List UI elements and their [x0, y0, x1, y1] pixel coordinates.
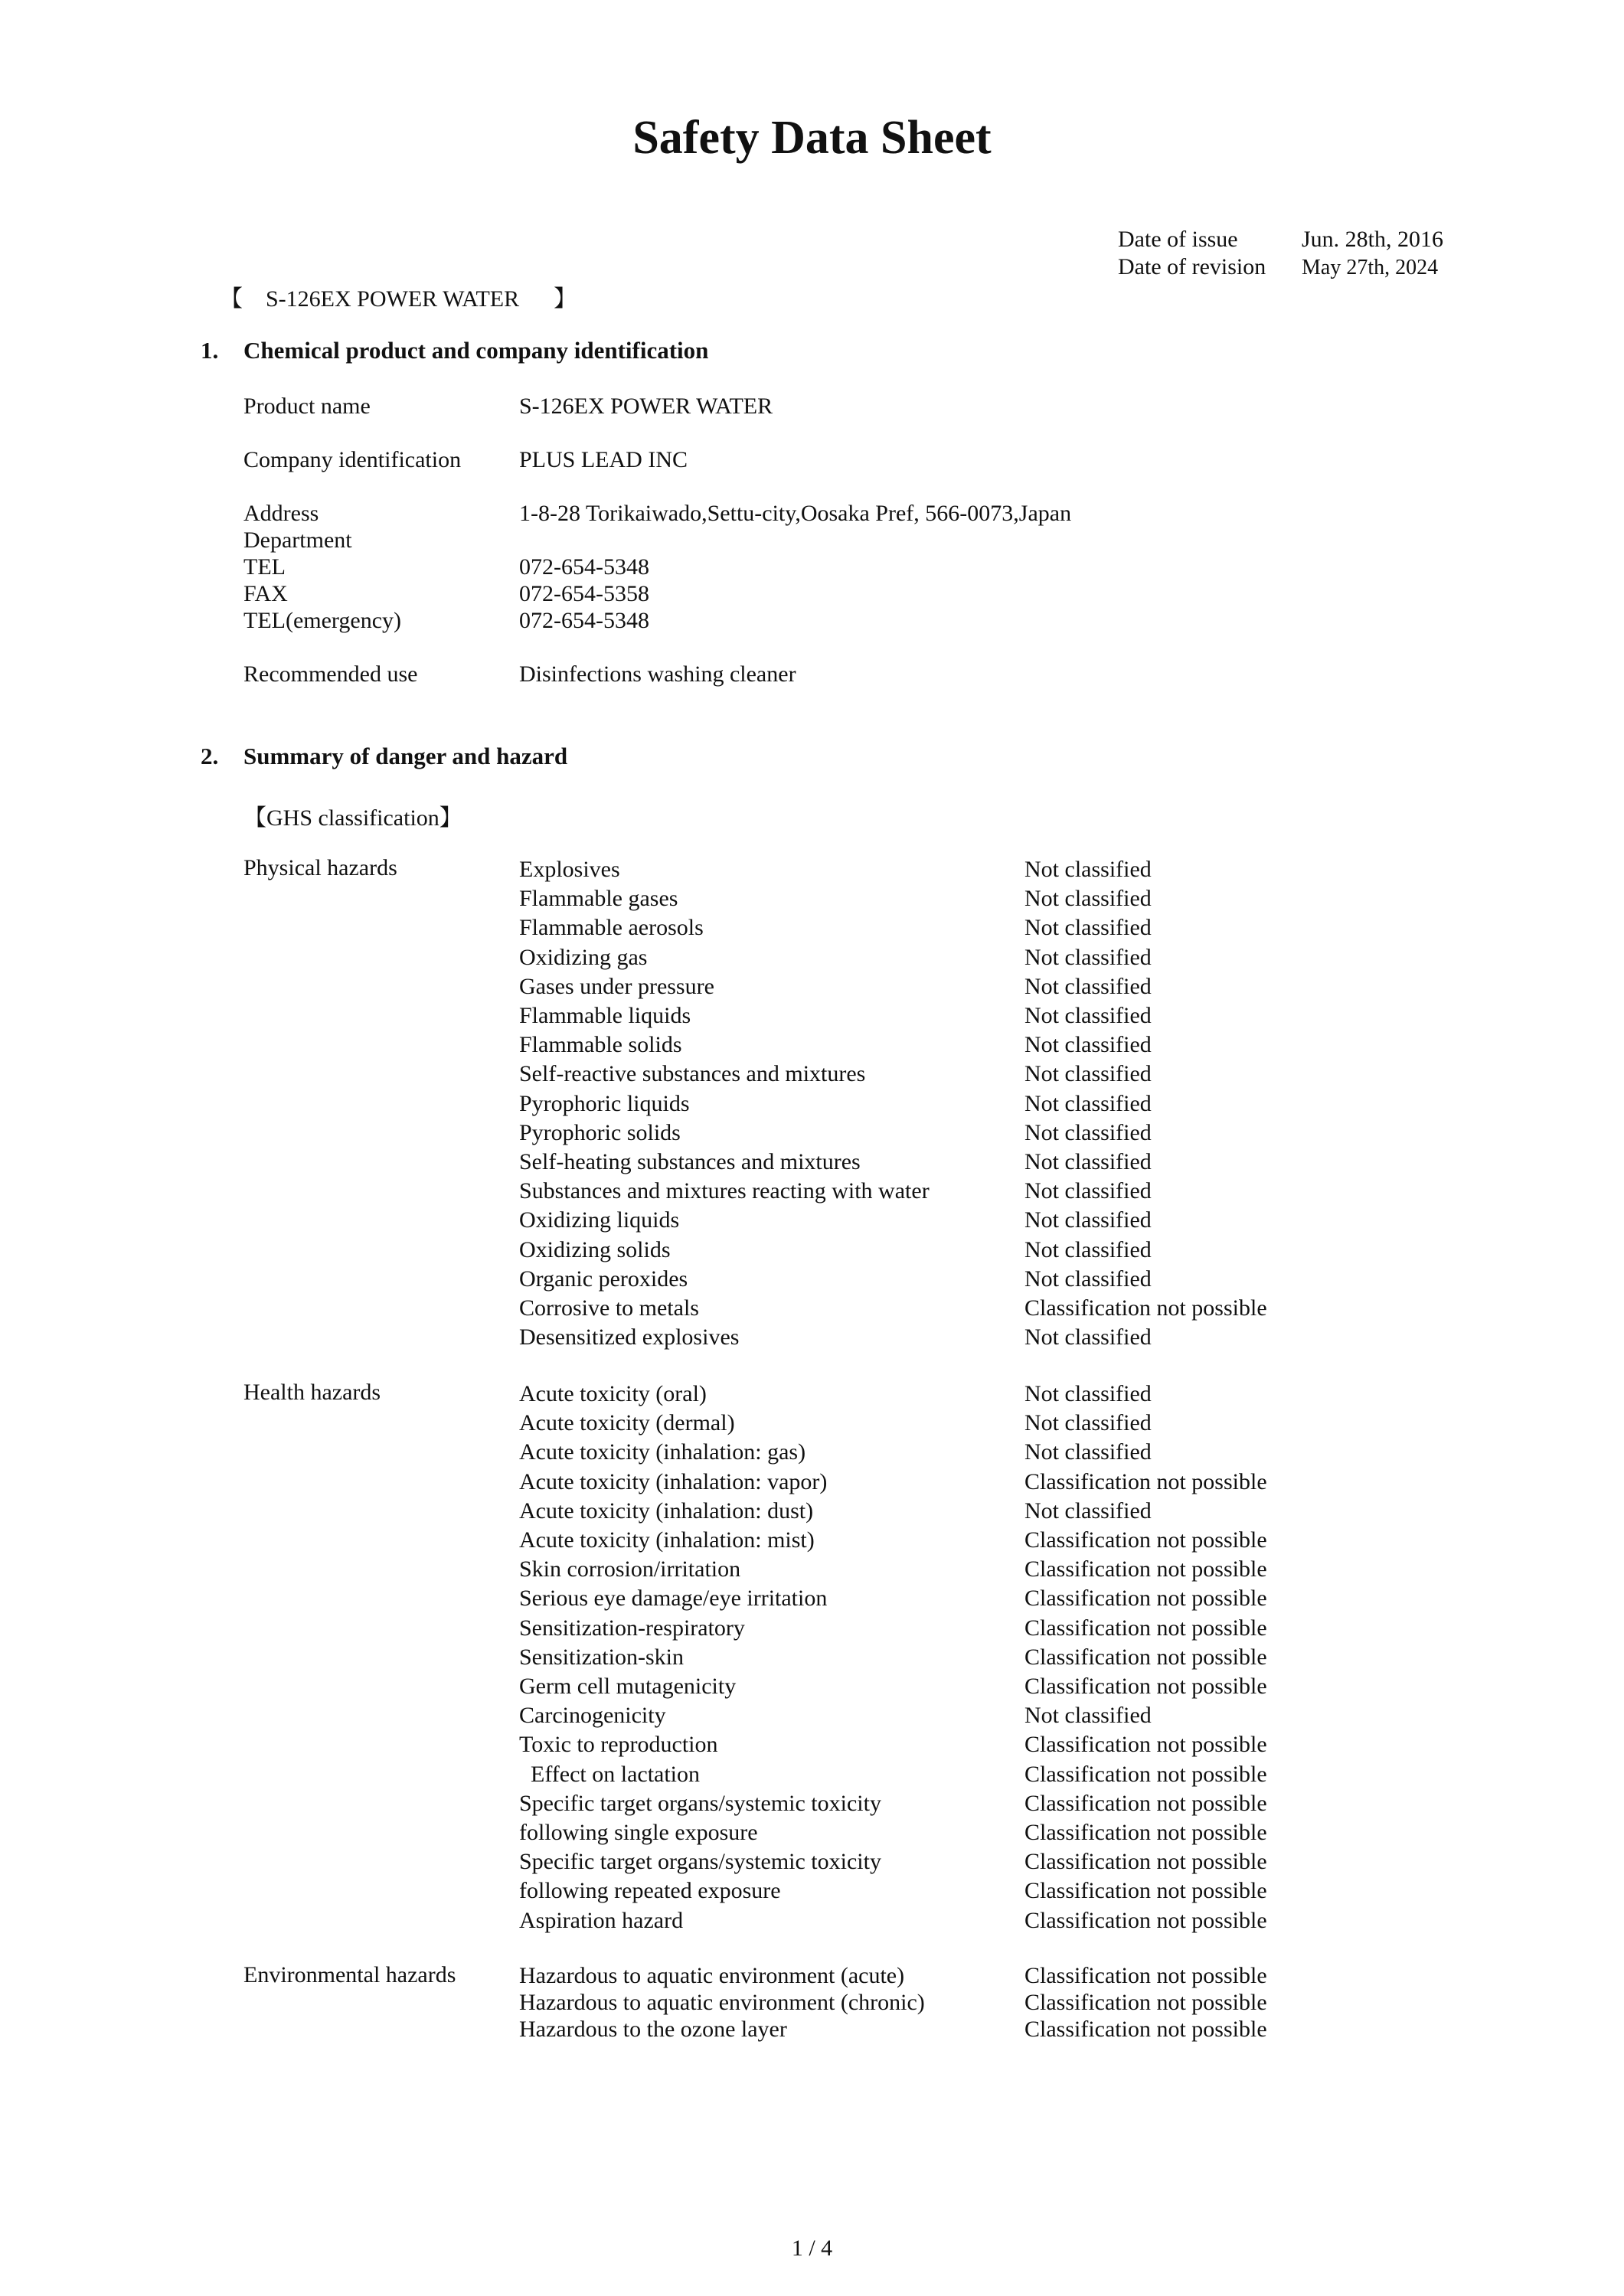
date-of-issue-label: Date of issue: [1118, 227, 1238, 252]
section-1-title: Chemical product and company identification: [243, 337, 709, 364]
physical-hazard-status: Not classified: [1024, 944, 1152, 970]
physical-hazard-item: Self-reactive substances and mixtures: [519, 1061, 866, 1087]
physical-hazard-status: Not classified: [1024, 973, 1152, 999]
physical-hazard-status: Not classified: [1024, 1207, 1152, 1233]
physical-hazard-item: Pyrophoric liquids: [519, 1090, 690, 1116]
health-hazard-item: Toxic to reproduction: [519, 1732, 718, 1758]
health-hazard-status: Classification not possible: [1024, 1878, 1267, 1904]
physical-hazard-item: Flammable liquids: [519, 1003, 691, 1029]
physical-hazards-items: [519, 855, 930, 1352]
physical-hazard-item: Oxidizing solids: [519, 1236, 671, 1262]
date-block: [1118, 226, 1443, 282]
date-of-issue-value: Jun. 28th, 2016: [1302, 227, 1444, 252]
physical-hazard-item: Flammable solids: [519, 1032, 682, 1058]
health-hazard-item: Effect on lactation: [531, 1761, 701, 1787]
contact-labels: [243, 500, 401, 634]
physical-hazard-status: Not classified: [1024, 1032, 1152, 1058]
health-hazard-status: Classification not possible: [1024, 1790, 1267, 1816]
health-hazard-status: Classification not possible: [1024, 1732, 1267, 1758]
physical-hazard-status: Not classified: [1024, 1119, 1152, 1145]
company-label: Company identification: [243, 447, 462, 472]
health-hazard-item: Skin corrosion/irritation: [519, 1556, 741, 1582]
section-1-number: 1.: [201, 337, 219, 364]
physical-hazard-status: Not classified: [1024, 857, 1152, 882]
health-hazard-item: following single exposure: [519, 1820, 758, 1846]
physical-hazard-status: Not classified: [1024, 1003, 1152, 1029]
health-hazard-item: Carcinogenicity: [519, 1703, 666, 1729]
health-hazard-status: Not classified: [1024, 1381, 1152, 1406]
section-2-number: 2.: [201, 743, 219, 769]
physical-hazard-item: Substances and mixtures reacting with water: [519, 1178, 930, 1204]
health-hazard-status: Classification not possible: [1024, 1556, 1267, 1582]
health-hazard-status: Classification not possible: [1024, 1674, 1267, 1700]
contact-values: [519, 500, 1071, 634]
physical-hazard-item: Pyrophoric solids: [519, 1119, 681, 1145]
physical-hazard-item: Gases under pressure: [519, 973, 714, 999]
physical-hazard-status: Not classified: [1024, 1266, 1152, 1292]
health-hazard-item: Specific target organs/systemic toxicity: [519, 1849, 881, 1875]
physical-hazard-item: Desensitized explosives: [519, 1324, 740, 1350]
address-value: 1-8-28 Torikaiwado,Settu-city,Oosaka Pref, 566-0073,Japan: [519, 501, 1072, 526]
physical-hazard-item: Flammable gases: [519, 886, 678, 912]
health-hazard-status: Not classified: [1024, 1703, 1152, 1729]
product-tag: [220, 279, 577, 313]
physical-hazard-item: Explosives: [519, 857, 620, 882]
physical-hazards-status: [1024, 855, 1267, 1352]
health-hazard-status: Classification not possible: [1024, 1907, 1267, 1933]
physical-hazard-status: Not classified: [1024, 1090, 1152, 1116]
health-hazard-item: Germ cell mutagenicity: [519, 1674, 737, 1700]
health-hazards-status: [1024, 1380, 1267, 1935]
bracket-close: 】: [554, 286, 577, 312]
tel-label: TEL: [243, 554, 286, 580]
environmental-hazard-item: Hazardous to aquatic environment (acute): [519, 1963, 905, 1988]
health-hazard-status: Classification not possible: [1024, 1527, 1267, 1553]
date-of-revision-label: Date of revision: [1118, 254, 1266, 279]
health-hazard-status: Classification not possible: [1024, 1644, 1267, 1670]
health-hazard-status: Classification not possible: [1024, 1615, 1267, 1641]
physical-hazard-status: Not classified: [1024, 1149, 1152, 1175]
environmental-hazard-status: Classification not possible: [1024, 2017, 1267, 2042]
tel-value: 072-654-5348: [519, 554, 649, 580]
environmental-hazards-label: Environmental hazards: [243, 1962, 456, 1987]
health-hazard-item: Sensitization-respiratory: [519, 1615, 745, 1641]
health-hazard-item: Acute toxicity (inhalation: dust): [519, 1497, 814, 1524]
physical-hazard-status: Not classified: [1024, 1324, 1152, 1350]
recommended-use-label: Recommended use: [243, 661, 418, 687]
health-hazard-status: Not classified: [1024, 1439, 1152, 1465]
physical-hazard-item: Corrosive to metals: [519, 1295, 699, 1321]
physical-hazard-status: Not classified: [1024, 1236, 1152, 1262]
physical-hazard-item: Flammable aerosols: [519, 915, 704, 941]
environmental-hazards-items: [519, 1962, 925, 2043]
recommended-use-value: Disinfections washing cleaner: [519, 661, 796, 687]
tel-emergency-value: 072-654-5348: [519, 608, 649, 633]
physical-hazards-label: Physical hazards: [243, 855, 397, 880]
health-hazards-label: Health hazards: [243, 1380, 381, 1405]
health-hazard-item: Acute toxicity (oral): [519, 1381, 707, 1406]
health-hazard-item: Specific target organs/systemic toxicity: [519, 1790, 881, 1816]
health-hazard-item: Acute toxicity (inhalation: vapor): [519, 1468, 828, 1494]
bracket-open: 【: [220, 286, 243, 312]
physical-hazard-item: Self-heating substances and mixtures: [519, 1149, 861, 1175]
product-name-label: Product name: [243, 394, 371, 419]
environmental-hazard-item: Hazardous to aquatic environment (chronic): [519, 1990, 925, 2015]
physical-hazard-item: Oxidizing liquids: [519, 1207, 680, 1233]
health-hazard-status: Classification not possible: [1024, 1761, 1267, 1787]
health-hazard-status: Classification not possible: [1024, 1468, 1267, 1494]
environmental-hazards-status: [1024, 1962, 1267, 2043]
physical-hazard-status: Not classified: [1024, 1061, 1152, 1087]
health-hazard-item: following repeated exposure: [519, 1878, 781, 1904]
fax-label: FAX: [243, 581, 288, 606]
health-hazard-status: Classification not possible: [1024, 1849, 1267, 1875]
health-hazard-status: Not classified: [1024, 1410, 1152, 1436]
health-hazard-status: Classification not possible: [1024, 1820, 1267, 1846]
department-label: Department: [243, 527, 352, 553]
page-number: 1 / 4: [791, 2236, 833, 2261]
tel-emergency-label: TEL(emergency): [243, 608, 402, 633]
health-hazard-item: Acute toxicity (inhalation: mist): [519, 1527, 815, 1553]
health-hazard-item: Aspiration hazard: [519, 1907, 684, 1933]
company-value: PLUS LEAD INC: [519, 447, 688, 472]
physical-hazard-status: Classification not possible: [1024, 1295, 1267, 1321]
environmental-hazard-status: Classification not possible: [1024, 1990, 1267, 2015]
ghs-classification-label: 【GHS classification】: [243, 805, 462, 831]
date-of-revision-value: May 27th, 2024: [1302, 256, 1439, 279]
health-hazards-items: [519, 1380, 881, 1935]
address-label: Address: [243, 501, 319, 526]
environmental-hazard-item: Hazardous to the ozone layer: [519, 2017, 787, 2042]
health-hazard-item: Serious eye damage/eye irritation: [519, 1586, 828, 1612]
product-tag-text: S-126EX POWER WATER: [266, 286, 520, 312]
department-value: [519, 527, 1071, 554]
section-2-title: Summary of danger and hazard: [243, 743, 568, 769]
health-hazard-item: Acute toxicity (dermal): [519, 1410, 735, 1436]
physical-hazard-status: Not classified: [1024, 915, 1152, 941]
physical-hazard-item: Oxidizing gas: [519, 944, 648, 970]
section-2-heading: [201, 743, 567, 770]
physical-hazard-item: Organic peroxides: [519, 1266, 688, 1292]
physical-hazard-status: Not classified: [1024, 886, 1152, 912]
health-hazard-item: Acute toxicity (inhalation: gas): [519, 1439, 806, 1465]
physical-hazard-status: Not classified: [1024, 1178, 1152, 1204]
health-hazard-status: Not classified: [1024, 1497, 1152, 1524]
document-title: Safety Data Sheet: [632, 112, 992, 164]
fax-value: 072-654-5358: [519, 581, 649, 606]
health-hazard-status: Classification not possible: [1024, 1586, 1267, 1612]
environmental-hazard-status: Classification not possible: [1024, 1963, 1267, 1988]
section-1-heading: [201, 337, 708, 364]
product-name-value: S-126EX POWER WATER: [519, 394, 773, 419]
health-hazard-item: Sensitization-skin: [519, 1644, 684, 1670]
